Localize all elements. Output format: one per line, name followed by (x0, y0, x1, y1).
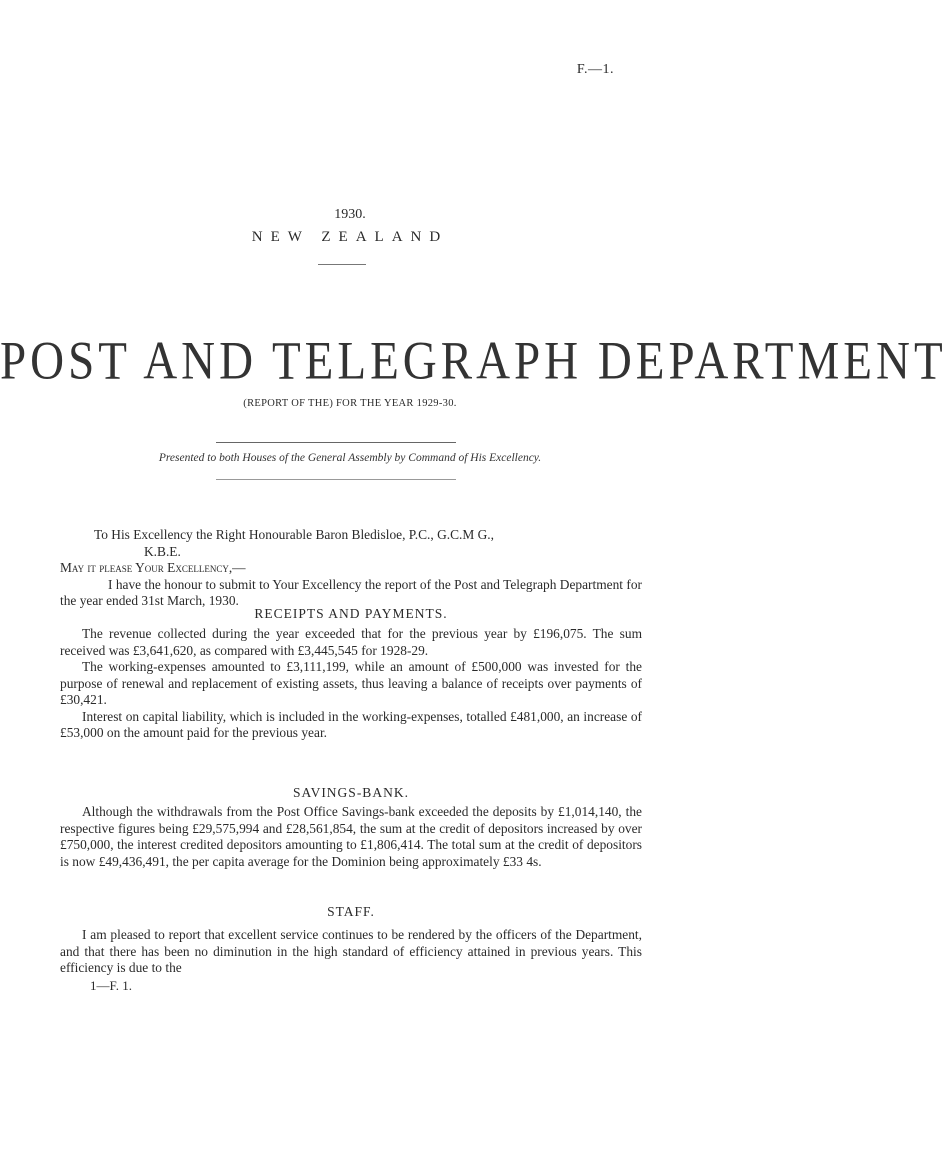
divider (216, 442, 456, 443)
paragraph: The working-expenses amounted to £3,111,199, while an amount of £500,000 was invested for the purpose of renewal and replacement of existing assets, thus leaving a balance of receipts over payments of £30,421. (60, 659, 642, 707)
receipts-section-heading (60, 606, 642, 623)
document-year: 1930. (334, 207, 366, 222)
receipts-section (60, 626, 642, 742)
staff-section-heading (60, 904, 642, 921)
section-heading: SAVINGS-BANK. (293, 785, 409, 800)
page-subtitle: (REPORT OF THE) FOR THE YEAR 1929-30. (243, 398, 457, 409)
paragraph: Although the withdrawals from the Post Office Savings-bank exceeded the deposits by £1,014,140, the respective figures being £29,575,994 and £28,561,854, the sum at the credit of depositors increased by over £750,000, the interest credited depositors amounting to £1,806,414. The total sum at the credit of depositors is now £49,436,491, the per capita average for the Dominion being approximately £33 4s. (60, 804, 642, 869)
addressee-line: To His Excellency the Right Honourable Baron Bledisloe, P.C., G.C.M G., (94, 527, 494, 542)
divider (318, 264, 366, 265)
paragraph: Interest on capital liability, which is included in the working-expenses, totalled £481,000, an increase of £53,000 on the amount paid for the previous year. (60, 708, 642, 740)
address-block (60, 527, 642, 610)
salutation: May it please Your Excellency,— (60, 560, 246, 575)
intro-paragraph: I have the honour to submit to Your Excellency the report of the Post and Telegraph Department for the year ended 31st March, 1930. (60, 576, 642, 608)
section-heading: RECEIPTS AND PAYMENTS. (254, 606, 448, 621)
savings-section-heading (60, 785, 642, 802)
savings-section (60, 804, 642, 870)
sheet-reference: 1—F. 1. (90, 978, 132, 993)
country-heading: NEW ZEALAND (251, 229, 449, 245)
section-heading: STAFF. (327, 904, 375, 919)
paragraph: The revenue collected during the year exceeded that for the previous year by £196,075. The sum received was £3,641,620, as compared with £3,445,545 for 1928-29. (60, 626, 642, 658)
divider (216, 479, 456, 480)
paragraph: I am pleased to report that excellent service continues to be rendered by the officers of the Department, and that there has been no diminution in the high standard of efficiency attained in previous years. This efficiency is due to the (60, 927, 642, 975)
page-title: POST AND TELEGRAPH DEPARTMENT (0, 331, 947, 391)
presentation-note: Presented to both Houses of the General Assembly by Command of His Excellency. (158, 452, 542, 464)
addressee-honours: K.B.E. (144, 543, 181, 559)
staff-section (60, 927, 642, 977)
page-number: F.—1. (576, 62, 614, 77)
